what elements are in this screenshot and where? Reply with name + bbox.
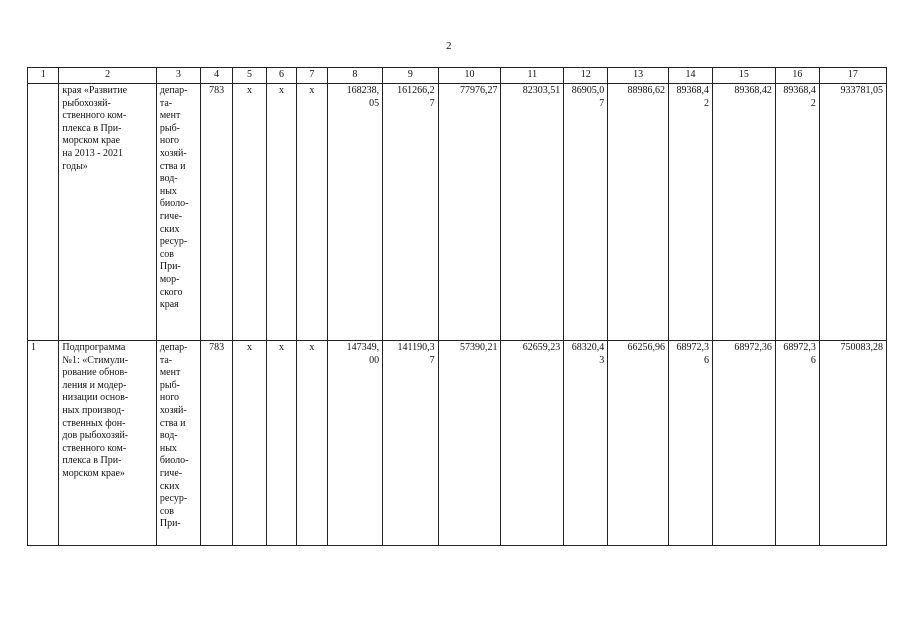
header-cell: 15 bbox=[713, 68, 776, 84]
cell-col-6: x bbox=[266, 84, 296, 341]
amount-col-14: 89368,4 2 bbox=[669, 84, 713, 341]
budget-code: 783 bbox=[200, 84, 232, 341]
header-cell: 14 bbox=[669, 68, 713, 84]
amount-col-8: 147349, 00 bbox=[327, 341, 383, 546]
row-number bbox=[28, 84, 59, 341]
cell-col-6: x bbox=[266, 341, 296, 546]
amount-col-16: 68972,3 6 bbox=[775, 341, 819, 546]
amount-col-9: 161266,2 7 bbox=[383, 84, 439, 341]
amount-col-11: 62659,23 bbox=[501, 341, 564, 546]
amount-col-13: 66256,96 bbox=[608, 341, 669, 546]
responsible-executor: депар- та- мент рыб- ного хозяй- ства и вод- ных биоло- гиче- ских ресур- сов При- мор- ского края bbox=[156, 84, 200, 341]
header-cell: 11 bbox=[501, 68, 564, 84]
budget-code: 783 bbox=[200, 341, 232, 546]
amount-total: 933781,05 bbox=[819, 84, 886, 341]
cell-col-7: x bbox=[297, 341, 327, 546]
amount-col-9: 141190,3 7 bbox=[383, 341, 439, 546]
amount-col-12: 68320,4 3 bbox=[564, 341, 608, 546]
responsible-executor: депар- та- мент рыб- ного хозяй- ства и вод- ных биоло- гиче- ских ресур- сов При- bbox=[156, 341, 200, 546]
amount-col-10: 57390,21 bbox=[438, 341, 501, 546]
header-cell: 6 bbox=[266, 68, 296, 84]
table-row bbox=[28, 341, 887, 546]
header-cell: 13 bbox=[608, 68, 669, 84]
header-cell: 3 bbox=[156, 68, 200, 84]
cell-col-5: x bbox=[233, 341, 267, 546]
amount-col-15: 89368,42 bbox=[713, 84, 776, 341]
header-cell: 17 bbox=[819, 68, 886, 84]
row-number: 1 bbox=[28, 341, 59, 546]
header-cell: 10 bbox=[438, 68, 501, 84]
table-row bbox=[28, 84, 887, 341]
amount-col-16: 89368,4 2 bbox=[775, 84, 819, 341]
header-cell: 16 bbox=[775, 68, 819, 84]
amount-col-10: 77976,27 bbox=[438, 84, 501, 341]
cell-col-7: x bbox=[297, 84, 327, 341]
header-cell: 8 bbox=[327, 68, 383, 84]
amount-col-11: 82303,51 bbox=[501, 84, 564, 341]
program-name: края «Развитие рыбохозяй- ственного ком- плекса в При- морском крае на 2013 - 2021 годы» bbox=[59, 84, 156, 341]
header-cell: 1 bbox=[28, 68, 59, 84]
amount-col-12: 86905,0 7 bbox=[564, 84, 608, 341]
budget-table bbox=[27, 67, 887, 546]
amount-col-13: 88986,62 bbox=[608, 84, 669, 341]
header-cell: 7 bbox=[297, 68, 327, 84]
table-header-row bbox=[28, 68, 887, 84]
page-number: 2 bbox=[446, 40, 452, 52]
header-cell: 2 bbox=[59, 68, 156, 84]
header-cell: 12 bbox=[564, 68, 608, 84]
amount-col-15: 68972,36 bbox=[713, 341, 776, 546]
amount-col-8: 168238, 05 bbox=[327, 84, 383, 341]
program-name: Подпрограмма №1: «Стимули- рование обнов- ления и модер- низации основ- ных производ- ственных фон- дов рыбохозяй- ственного ком- плекса в При- морском крае» bbox=[59, 341, 156, 546]
amount-col-14: 68972,3 6 bbox=[669, 341, 713, 546]
amount-total: 750083,28 bbox=[819, 341, 886, 546]
header-cell: 5 bbox=[233, 68, 267, 84]
header-cell: 4 bbox=[200, 68, 232, 84]
cell-col-5: x bbox=[233, 84, 267, 341]
header-cell: 9 bbox=[383, 68, 439, 84]
